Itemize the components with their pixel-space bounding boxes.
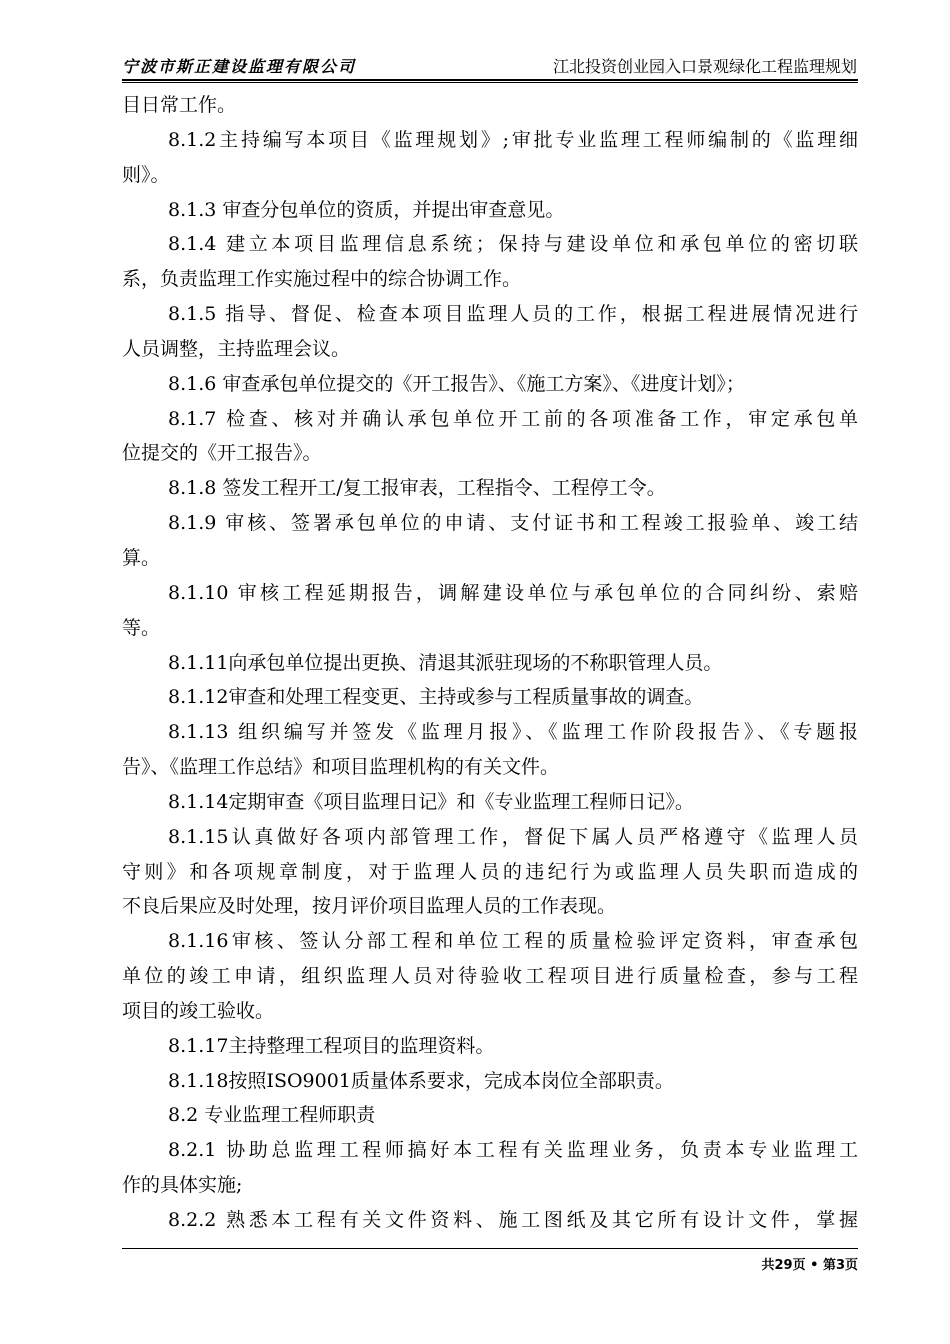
- text-line: 8.1.2主持编写本项目《监理规划》;审批专业监理工程师编制的《监理细: [168, 128, 858, 151]
- text-line: 8.2.2 熟悉本工程有关文件资料、施工图纸及其它所有设计文件，掌握: [168, 1209, 858, 1231]
- text-line: 8.1.10 审核工程延期报告，调解建设单位与承包单位的合同纠纷、索赔: [168, 581, 858, 604]
- text-line: 8.1.5 指导、督促、检查本项目监理人员的工作，根据工程进展情况进行: [168, 303, 858, 326]
- text-line: 单位的竣工申请，组织监理人员对待验收工程项目进行质量检查，参与工程: [122, 965, 858, 988]
- text-line: 项目的竣工验收。: [122, 999, 275, 1022]
- text-line: 位提交的《开工报告》。: [122, 442, 322, 465]
- text-line: 8.1.18按照ISO9001质量体系要求，完成本岗位全部职责。: [168, 1069, 674, 1092]
- document-title: 江北投资创业园入口景观绿化工程监理规划: [552, 57, 857, 76]
- text-line: 8.1.14定期审查《项目监理日记》和《专业监理工程师日记》。: [168, 790, 694, 813]
- text-line: 8.2.1 协助总监理工程师搞好本工程有关监理业务，负责本专业监理工: [168, 1139, 858, 1162]
- text-line: 8.1.8 签发工程开工/复工报审表，工程指令、工程停工令。: [168, 477, 666, 500]
- text-line: 8.1.16审核、签认分部工程和单位工程的质量检验评定资料，审查承包: [168, 930, 858, 953]
- page-number: 共29页 • 第3页: [761, 1258, 858, 1273]
- text-line: 守则》和各项规章制度，对于监理人员的违纪行为或监理人员失职而造成的: [122, 860, 858, 883]
- page-header: [122, 52, 857, 78]
- text-line: 目日常工作。: [122, 94, 237, 116]
- text-line: 算。: [122, 546, 161, 569]
- text-line: 8.1.12审查和处理工程变更、主持或参与工程质量事故的调查。: [168, 686, 704, 709]
- text-line: 8.1.15认真做好各项内部管理工作，督促下属人员严格遵守《监理人员: [168, 825, 858, 848]
- text-line: 告》、《监理工作总结》和项目监理机构的有关文件。: [122, 756, 560, 779]
- company-name: 宁波市斯正建设监理有限公司: [122, 57, 357, 76]
- header-divider: [122, 79, 858, 83]
- text-line: 不良后果应及时处理，按月评价项目监理人员的工作表现。: [122, 895, 617, 918]
- text-line: 8.1.9 审核、签署承包单位的申请、支付证书和工程竣工报验单、竣工结: [168, 512, 858, 535]
- footer-divider: [122, 1248, 858, 1249]
- text-line: 系，负责监理工作实施过程中的综合协调工作。: [122, 268, 522, 291]
- text-line: 8.1.17主持整理工程项目的监理资料。: [168, 1034, 495, 1057]
- text-line: 8.1.11向承包单位提出更换、清退其派驻现场的不称职管理人员。: [168, 651, 723, 674]
- text-line: 8.1.13 组织编写并签发《监理月报》、《监理工作阶段报告》、《专题报: [168, 721, 858, 744]
- text-line: 8.1.4 建立本项目监理信息系统；保持与建设单位和承包单位的密切联: [168, 233, 858, 256]
- text-line: 8.1.7 检查、核对并确认承包单位开工前的各项准备工作，审定承包单: [168, 407, 858, 430]
- text-line: 8.1.6 审查承包单位提交的《开工报告》、《施工方案》、《进度计划》；: [168, 372, 745, 395]
- text-line: 等。: [122, 616, 161, 639]
- text-line: 作的具体实施;: [122, 1174, 243, 1197]
- text-line: 8.2 专业监理工程师职责: [168, 1104, 376, 1127]
- text-line: 人员调整，主持监理会议。: [122, 337, 351, 360]
- document-body: [122, 88, 858, 1238]
- text-line: 则》。: [122, 163, 170, 186]
- text-line: 8.1.3 审查分包单位的资质，并提出审查意见。: [168, 198, 565, 221]
